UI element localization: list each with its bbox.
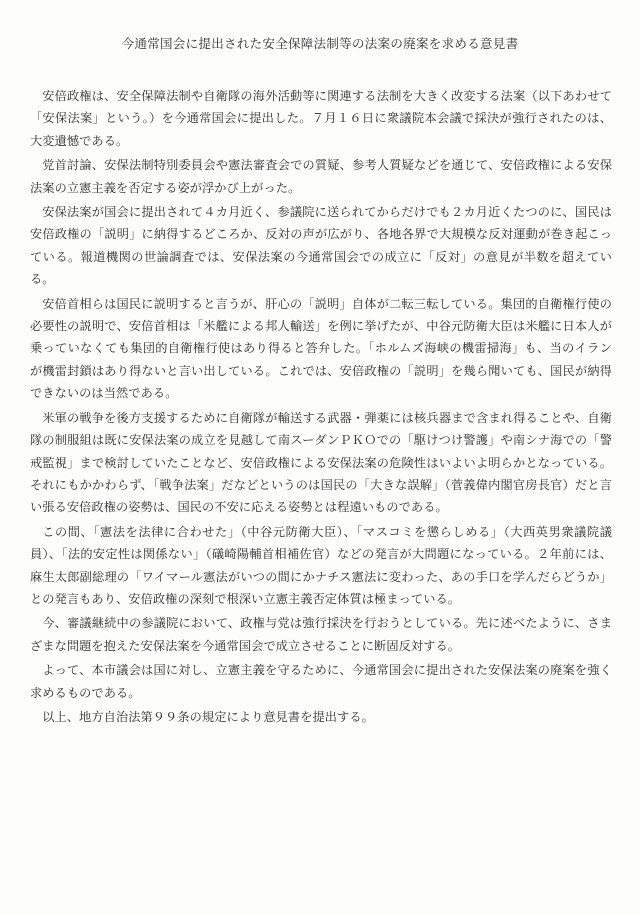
paragraph-7: 今、審議継続中の参議院において、政権与党は強行採決を行おうとしている。先に述べたように、さまざまな問題を抱えた安保法案を今通常国会で成立させることに断固反対する。	[30, 616, 612, 653]
paragraph-6: この間、「憲法を法律に合わせた」（中谷元防衛大臣）、「マスコミを懲らしめる」（大西英男衆議院議員）、「法的安定性は関係ない」（礒崎陽輔首相補佐官）などの発言が大問題になっている。２年前には、麻生太郎副総理の「ワイマール憲法がいつの間にかナチス憲法に変わった、あの手口を学んだらどうか」との発言もあり、安倍政権の深刻で根深い立憲主義否定体質は極まっている。	[30, 524, 612, 606]
paragraph-9: 以上、地方自治法第９９条の規定により意見書を提出する。	[42, 709, 374, 724]
paragraph-5: 米軍の戦争を後方支援するために自衛隊が輸送する武器・弾薬には核兵器まで含まれ得ることや、自衛隊の制服組は既に安保法案の成立を見越して南スーダンＰＫＯでの「駆けつけ警護」や南シナ海での「警戒監視」まで検討していたことなど、安倍政権による安保法案の危険性はいよいよ明らかとなっている。それにもかかわらず、「戦争法案」だなどというのは国民の「大きな誤解」（菅義偉内閣官房長官）だと言い張る安倍政権の姿勢は、国民の不安に応える姿勢とは程遠いものである。	[30, 410, 612, 515]
document-body	[30, 85, 612, 730]
paragraph-1: 安倍政権は、安全保障法制や自衛隊の海外活動等に関連する法制を大きく改変する法案（以下あわせて「安保法案」という。）を今通常国会に提出した。７月１６日に衆議院本会議で採決が強行されたのは、大変遺憾である。	[30, 89, 612, 148]
paragraph-4: 安倍首相らは国民に説明すると言うが、肝心の「説明」自体が二転三転している。集団的自衛権行使の必要性の説明で、安倍首相は「米艦による邦人輸送」を例に挙げたが、中谷元防衛大臣は米艦に日本人が乗っていなくても集団的自衛権行使はあり得ると答弁した。「ホルムズ海峡の機雷掃海」も、当のイランが機雷封鎖はあり得ないと言い出している。これでは、安倍政権の「説明」を幾ら聞いても、国民が納得できないのは当然である。	[30, 296, 612, 401]
document-title: 今通常国会に提出された安全保障法制等の法案の廃案を求める意見書	[121, 36, 519, 51]
paragraph-8: よって、本市議会は国に対し、立憲主義を守るために、今通常国会に提出された安保法案の廃案を強く求めるものである。	[30, 663, 612, 700]
paragraph-3: 安保法案が国会に提出されて４カ月近く、参議院に送られてからだけでも２カ月近くたつのに、国民は安倍政権の「説明」に納得するどころか、反対の声が広がり、各地各界で大規模な反対運動が巻き起こっている。報道機関の世論調査では、安保法案の今通常国会での成立に「反対」の意見が半数を超えている。	[30, 205, 612, 287]
paragraph-2: 党首討論、安保法制特別委員会や憲法審査会での質疑、参考人質疑などを通じて、安倍政権による安保法案の立憲主義を否定する姿が浮かび上がった。	[30, 158, 612, 195]
